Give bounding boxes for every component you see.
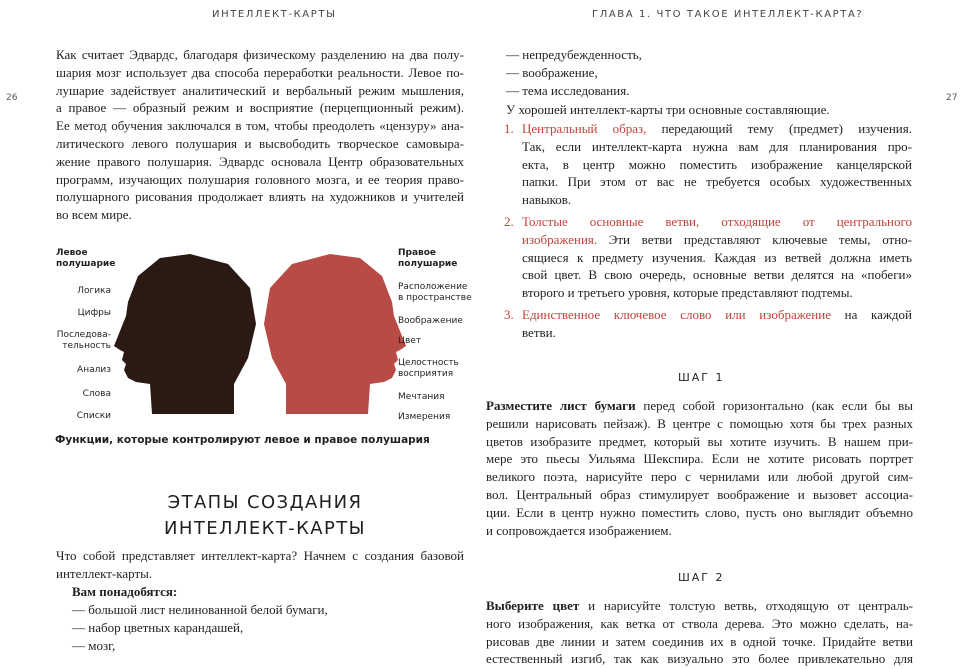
component-item (504, 120, 912, 209)
bold-lead: Выберите цвет (486, 598, 580, 613)
list-item: — большой лист нелинованной белой бумаги, (72, 602, 328, 617)
text-line (486, 415, 913, 433)
component-item (504, 306, 912, 342)
text-line (522, 191, 912, 209)
component-number: 2. (504, 214, 514, 229)
text-run: папки. При этом от вас не требуется особых художественных (522, 174, 912, 190)
materials-list-continued (506, 46, 642, 99)
label-line: Цвет (398, 336, 422, 346)
text-run: вол. Центральный образ стимулирует воображение и вызовет ассоциа- (486, 486, 913, 502)
list-item: — мозг, (72, 637, 116, 653)
label-line: Цифры (77, 308, 111, 318)
label-line: Воображение (398, 316, 463, 326)
text-run: мере это пьесы Уильяма Шекспира. Если не хотите рисовать портрет (486, 451, 913, 467)
text-run: естественный изгиб, так как визуально это более привлекательно для (486, 651, 913, 667)
label-line: восприятия (398, 369, 454, 379)
text-line: литического левого полушария и высвободить творческое самовыра- (56, 135, 464, 151)
text-line (486, 597, 913, 615)
step-2-text (486, 597, 913, 668)
page-number: 26 (6, 93, 18, 103)
highlighted-term: изображения. (522, 231, 598, 247)
highlighted-term: Единственное ключевое слово или изображение (522, 307, 831, 322)
left-function-label (77, 365, 111, 376)
label-line: Измерения (398, 412, 451, 422)
component-text (522, 120, 912, 209)
page-number: 27 (946, 93, 958, 103)
component-item (504, 213, 912, 302)
label-line: Мечтания (398, 392, 445, 402)
right-function-label (398, 316, 463, 327)
components-intro: У хорошей интеллект-карты три основные составляющие. (506, 102, 830, 117)
text-line (522, 213, 912, 231)
heading-line: полушарие (398, 259, 458, 269)
text-line: жение правого полушария. Эдвардс основала Центр образовательных (56, 153, 464, 169)
text-line (522, 249, 912, 267)
left-function-label (78, 308, 111, 319)
text-line: шария мозг использует два способа переработки реальности. Левое по- (56, 64, 464, 80)
text-run: решили нарисовать пейзаж). В центре с помощью хотя бы трех разных (486, 415, 913, 431)
text-line (522, 266, 912, 284)
text-run: и нарисуйте толстую ветвь, отходящую от централь- (579, 598, 913, 613)
text-run: ции. Если в центр нужно поместить слово, пусть оно выглядит объемно (486, 504, 913, 520)
text-run: Так, если интеллект-карта нужна вам для планирования про- (522, 138, 912, 154)
right-head-silhouette (264, 254, 406, 414)
right-page (480, 0, 970, 669)
text-line (522, 173, 912, 191)
left-page (0, 0, 480, 669)
section-heading (140, 490, 390, 542)
left-function-label (57, 330, 111, 352)
text-line (522, 156, 912, 174)
text-line: программ, изучающих полушария головного мозга, и ее теория право- (56, 171, 464, 187)
label-line: Списки (76, 411, 111, 421)
text-line (486, 522, 913, 540)
component-number: 1. (504, 121, 514, 136)
text-run: навыков. (522, 192, 572, 208)
text-run: сящиеся к предмету изучения. Каждая из ветвей должна иметь (522, 249, 912, 265)
text-line: интеллект-карты. (56, 565, 153, 581)
label-line: Слова (82, 389, 111, 399)
label-line: Последова- (56, 330, 111, 340)
text-run: и сопровождается изображением. (486, 522, 672, 538)
text-run: на каждой (830, 307, 913, 322)
left-function-label (77, 286, 111, 297)
text-line: полушарного рисования продолжает влиять на художников и учителей (56, 189, 464, 205)
running-head: ИНТЕЛЛЕКТ-КАРТЫ (212, 9, 337, 20)
text-line (522, 138, 912, 156)
label-line: Расположение (398, 282, 468, 292)
text-line (486, 504, 913, 522)
text-run: Эти ветви представляют ключевые темы, отно- (597, 231, 912, 247)
right-function-label (398, 336, 421, 347)
body-paragraph (56, 46, 464, 224)
step-2-label: ШАГ 2 (678, 571, 725, 584)
left-function-label (83, 389, 111, 400)
intro-paragraph (56, 547, 464, 583)
component-number: 3. (504, 307, 514, 322)
label-line: в пространстве (398, 293, 472, 303)
need-heading: Вам понадобятся: (72, 584, 178, 599)
right-hemisphere-heading (398, 248, 457, 270)
heading-line: Правое (398, 248, 437, 258)
text-line: Как считает Эдвардс, благодаря физическому разделению на два полу- (56, 47, 464, 62)
text-line: Ее метод обучения заключался в том, чтобы преодолеть «цензуру» ана- (56, 118, 464, 134)
text-line (486, 486, 913, 504)
label-line: тельность (62, 341, 111, 351)
need-list (72, 601, 328, 654)
text-line: а правое — образный режим и восприятие (перцепционный режим). (56, 100, 464, 116)
text-line (486, 450, 913, 468)
text-run: великого поэта, нарисуйте перо с чернилами или любой другой сим- (486, 469, 913, 485)
left-function-label (77, 411, 111, 422)
text-line (522, 231, 912, 249)
figure-caption: Функции, которые контролируют левое и правое полушария (55, 434, 430, 446)
text-line (522, 306, 912, 324)
list-item: — набор цветных карандашей, (72, 619, 244, 635)
text-line (486, 633, 913, 651)
heading-line: полушарие (56, 259, 116, 269)
text-run: екта, в центр можно поместить изображение канцелярской (522, 156, 912, 172)
heading-line: ИНТЕЛЛЕКТ-КАРТЫ (164, 518, 366, 539)
right-function-label (398, 392, 445, 403)
left-head-silhouette (114, 254, 256, 414)
text-line (486, 397, 913, 415)
step-1-text (486, 397, 913, 539)
text-line: во всем мире. (56, 207, 132, 223)
text-run: свой цвет. В свою очередь, основные ветви делятся на «побеги» (522, 267, 912, 283)
list-item: — непредубежденность, (506, 47, 642, 62)
highlighted-term: Центральный образ, (522, 121, 647, 136)
list-item: — воображение, (506, 64, 598, 80)
text-line: лушарие задействует аналитический и вербальный режим мышления, (56, 82, 464, 98)
right-function-label (398, 412, 450, 423)
text-line (486, 650, 913, 668)
text-run: ного изображения, как ветка от ствола дерева. Это можно сделать, на- (486, 615, 913, 631)
text-line (486, 468, 913, 486)
text-line (522, 284, 912, 302)
right-function-label (398, 282, 472, 304)
text-run: второго и третьего уровня, которые представляют подтемы. (522, 285, 853, 301)
label-line: Целостность (398, 358, 459, 368)
right-function-label (398, 358, 459, 380)
running-head: ГЛАВА 1. ЧТО ТАКОЕ ИНТЕЛЛЕКТ-КАРТА? (592, 9, 864, 20)
text-line (486, 433, 913, 451)
text-line (486, 615, 913, 633)
step-1-label: ШАГ 1 (678, 371, 725, 384)
component-text (522, 306, 912, 342)
text-run: рисовав две линии и затем соединив их в одной точке. Придайте ветви (486, 633, 913, 649)
hemispheres-figure (40, 240, 480, 460)
label-line: Анализ (77, 365, 111, 375)
text-line: Что собой представляет интеллект-карта? Начнем с создания базовой (56, 548, 464, 563)
left-hemisphere-heading (56, 248, 115, 270)
list-item: — тема исследования. (506, 82, 630, 98)
heading-line: Левое (56, 248, 88, 258)
label-line: Логика (77, 286, 111, 296)
heading-line: ЭТАПЫ СОЗДАНИЯ (167, 492, 363, 513)
text-run: передающий тему (предмет) изучения. (646, 121, 912, 136)
text-line (522, 120, 912, 138)
text-run: перед собой горизонтально (как если бы вы (635, 398, 913, 413)
component-text (522, 213, 912, 302)
highlighted-term: Толстые основные ветви, отходящие от центрального (522, 214, 912, 229)
text-run: цветов изобразите предмет, который вы хотите изучить. В нашем при- (486, 433, 913, 449)
text-line (522, 324, 912, 342)
bold-lead: Разместите лист бумаги (486, 398, 636, 413)
text-run: ветви. (522, 324, 556, 340)
